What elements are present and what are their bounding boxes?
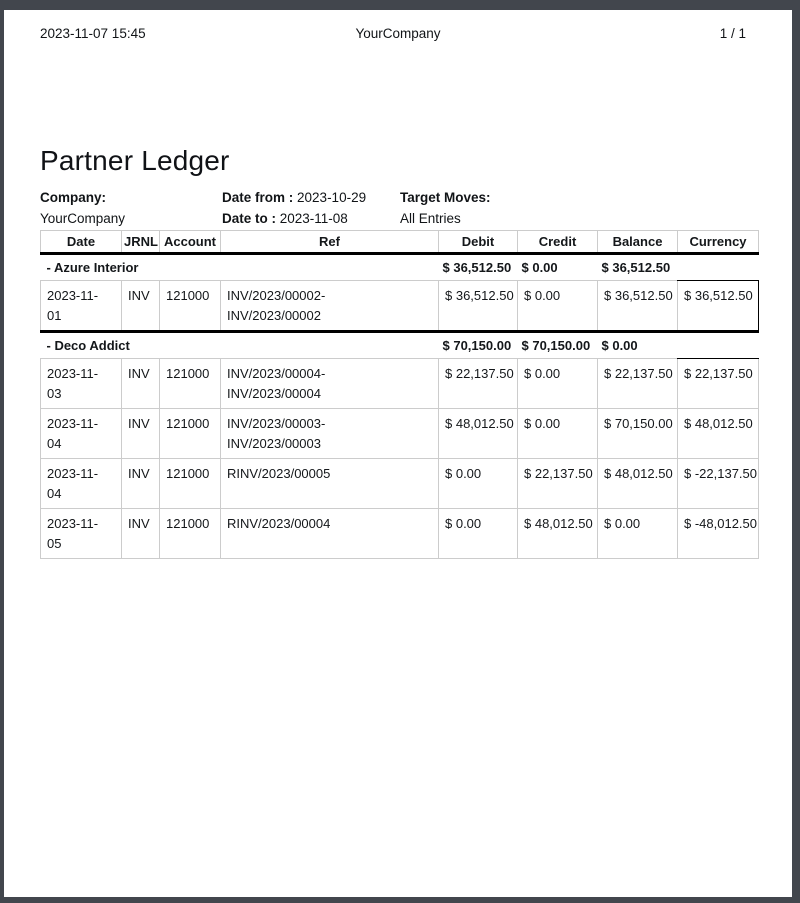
cell-debit: $ 48,012.50 — [439, 409, 518, 459]
report-running-header — [4, 10, 792, 41]
group-credit: $ 70,150.00 — [518, 332, 598, 359]
report-page — [4, 10, 792, 897]
cell-date: 2023-11-03 — [41, 359, 122, 409]
ledger-row — [41, 281, 759, 332]
company-label: Company: — [40, 190, 107, 205]
cell-jrnl: INV — [122, 281, 160, 332]
group-currency — [678, 254, 759, 281]
cell-balance: $ 36,512.50 — [598, 281, 678, 332]
date-to-label: Date to : — [222, 211, 276, 226]
cell-currency: $ 22,137.50 — [678, 359, 759, 409]
cell-ref: INV/2023/00004-INV/2023/00004 — [221, 359, 439, 409]
cell-account: 121000 — [160, 359, 221, 409]
cell-account: 121000 — [160, 409, 221, 459]
cell-account: 121000 — [160, 509, 221, 559]
cell-balance: $ 22,137.50 — [598, 359, 678, 409]
col-header-date: Date — [41, 231, 122, 254]
cell-debit: $ 36,512.50 — [439, 281, 518, 332]
cell-balance: $ 0.00 — [598, 509, 678, 559]
cell-credit: $ 0.00 — [518, 409, 598, 459]
report-filters — [40, 187, 792, 229]
cell-date: 2023-11-04 — [41, 459, 122, 509]
cell-credit: $ 22,137.50 — [518, 459, 598, 509]
partner-name: - Azure Interior — [41, 254, 439, 281]
header-company-name: YourCompany — [355, 26, 441, 41]
cell-debit: $ 0.00 — [439, 459, 518, 509]
col-header-balance: Balance — [598, 231, 678, 254]
partner-ledger-table — [40, 230, 759, 559]
cell-currency: $ -22,137.50 — [678, 459, 759, 509]
cell-ref: RINV/2023/00004 — [221, 509, 439, 559]
cell-balance: $ 48,012.50 — [598, 459, 678, 509]
group-balance: $ 0.00 — [598, 332, 678, 359]
cell-debit: $ 0.00 — [439, 509, 518, 559]
page-number-indicator: 1 / 1 — [719, 26, 746, 41]
filter-company — [40, 187, 222, 229]
date-from-value: 2023-10-29 — [297, 190, 367, 205]
cell-credit: $ 48,012.50 — [518, 509, 598, 559]
col-header-currency: Currency — [678, 231, 759, 254]
col-header-account: Account — [160, 231, 221, 254]
cell-credit: $ 0.00 — [518, 359, 598, 409]
partner-group-row — [41, 254, 759, 281]
ledger-row — [41, 459, 759, 509]
cell-date: 2023-11-01 — [41, 281, 122, 332]
group-currency — [678, 332, 759, 359]
cell-currency: $ -48,012.50 — [678, 509, 759, 559]
cell-ref: INV/2023/00003-INV/2023/00003 — [221, 409, 439, 459]
print-timestamp: 2023-11-07 15:45 — [40, 26, 146, 41]
partner-name: - Deco Addict — [41, 332, 439, 359]
date-to-line — [222, 208, 400, 229]
filter-dates — [222, 187, 400, 229]
col-header-debit: Debit — [439, 231, 518, 254]
report-title: Partner Ledger — [40, 145, 230, 176]
cell-jrnl: INV — [122, 459, 160, 509]
group-debit: $ 70,150.00 — [439, 332, 518, 359]
table-header-row — [41, 231, 759, 254]
date-from-label: Date from : — [222, 190, 294, 205]
cell-date: 2023-11-04 — [41, 409, 122, 459]
target-moves-value: All Entries — [400, 211, 461, 226]
company-value: YourCompany — [40, 211, 126, 226]
cell-jrnl: INV — [122, 509, 160, 559]
cell-jrnl: INV — [122, 359, 160, 409]
cell-ref: INV/2023/00002-INV/2023/00002 — [221, 281, 439, 332]
ledger-row — [41, 359, 759, 409]
target-moves-label: Target Moves: — [400, 190, 491, 205]
cell-account: 121000 — [160, 459, 221, 509]
cell-jrnl: INV — [122, 409, 160, 459]
cell-date: 2023-11-05 — [41, 509, 122, 559]
cell-currency: $ 36,512.50 — [678, 281, 759, 332]
col-header-ref: Ref — [221, 231, 439, 254]
ledger-row — [41, 409, 759, 459]
cell-debit: $ 22,137.50 — [439, 359, 518, 409]
cell-account: 121000 — [160, 281, 221, 332]
date-from-line — [222, 187, 400, 208]
group-balance: $ 36,512.50 — [598, 254, 678, 281]
filter-target-moves — [400, 187, 600, 229]
date-to-value: 2023-11-08 — [279, 211, 348, 226]
partner-group-row — [41, 332, 759, 359]
cell-currency: $ 48,012.50 — [678, 409, 759, 459]
ledger-row — [41, 509, 759, 559]
group-debit: $ 36,512.50 — [439, 254, 518, 281]
col-header-jrnl: JRNL — [122, 231, 160, 254]
col-header-credit: Credit — [518, 231, 598, 254]
cell-balance: $ 70,150.00 — [598, 409, 678, 459]
group-credit: $ 0.00 — [518, 254, 598, 281]
cell-credit: $ 0.00 — [518, 281, 598, 332]
cell-ref: RINV/2023/00005 — [221, 459, 439, 509]
